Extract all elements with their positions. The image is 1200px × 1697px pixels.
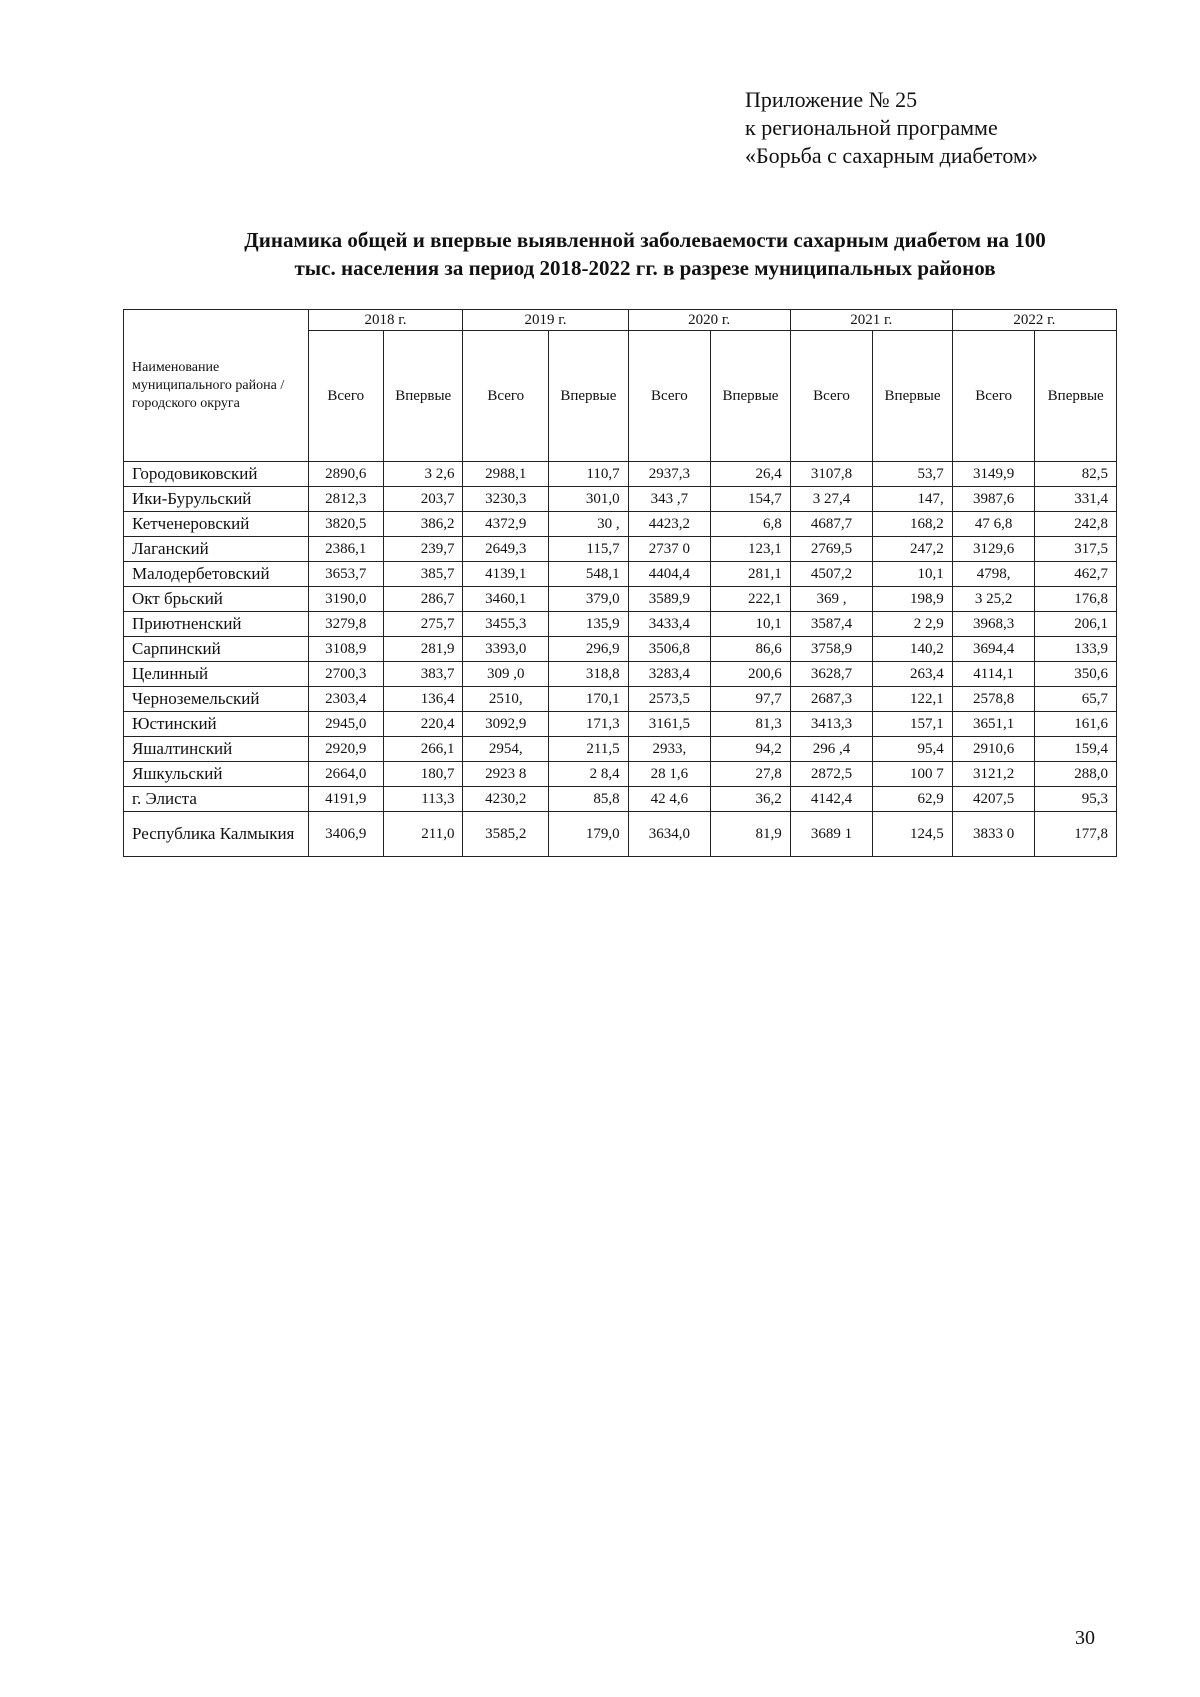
total-value-cell: 3634,0 [628, 812, 711, 857]
new-cases-value-cell: 198,9 [873, 587, 953, 612]
district-name-cell: Юстинский [124, 712, 309, 737]
table-row [124, 712, 1117, 737]
total-column-header: Всего [790, 331, 873, 462]
total-value-cell: 3 25,2 [952, 587, 1035, 612]
new-cases-value-cell: 242,8 [1035, 512, 1117, 537]
appendix-note [745, 86, 1038, 170]
total-value-cell: 3149,9 [952, 462, 1035, 487]
year-header: 2020 г. [628, 310, 790, 331]
new-cases-value-cell: 65,7 [1035, 687, 1117, 712]
new-cases-value-cell: 286,7 [383, 587, 463, 612]
total-value-cell: 3230,3 [463, 487, 549, 512]
district-name-cell: г. Элиста [124, 787, 309, 812]
total-value-cell: 2769,5 [790, 537, 873, 562]
new-cases-value-cell: 81,3 [711, 712, 791, 737]
total-value-cell: 2700,3 [308, 662, 383, 687]
total-column-header: Всего [952, 331, 1035, 462]
new-cases-value-cell: 211,0 [383, 812, 463, 857]
new-cases-value-cell: 3 2,6 [383, 462, 463, 487]
total-value-cell: 4507,2 [790, 562, 873, 587]
page-number: 30 [1075, 1627, 1095, 1649]
new-cases-value-cell: 247,2 [873, 537, 953, 562]
new-cases-value-cell: 36,2 [711, 787, 791, 812]
new-cases-value-cell: 10,1 [711, 612, 791, 637]
total-value-cell: 2920,9 [308, 737, 383, 762]
total-value-cell: 3283,4 [628, 662, 711, 687]
new-cases-value-cell: 462,7 [1035, 562, 1117, 587]
total-value-cell: 3455,3 [463, 612, 549, 637]
total-value-cell: 3 27,4 [790, 487, 873, 512]
district-name-cell: Городовиковский [124, 462, 309, 487]
total-value-cell: 3121,2 [952, 762, 1035, 787]
new-cases-value-cell: 318,8 [549, 662, 629, 687]
new-cases-column-header: Впервые [1035, 331, 1117, 462]
total-value-cell: 4423,2 [628, 512, 711, 537]
new-cases-value-cell: 171,3 [549, 712, 629, 737]
table-row [124, 687, 1117, 712]
new-cases-value-cell: 176,8 [1035, 587, 1117, 612]
new-cases-value-cell: 220,4 [383, 712, 463, 737]
new-cases-value-cell: 113,3 [383, 787, 463, 812]
total-value-cell: 3585,2 [463, 812, 549, 857]
new-cases-value-cell: 81,9 [711, 812, 791, 857]
table-row [124, 812, 1117, 857]
incidence-table [123, 309, 1117, 857]
new-cases-value-cell: 2 8,4 [549, 762, 629, 787]
table-row [124, 512, 1117, 537]
total-value-cell: 2933, [628, 737, 711, 762]
total-value-cell: 3987,6 [952, 487, 1035, 512]
new-cases-value-cell: 140,2 [873, 637, 953, 662]
new-cases-value-cell: 136,4 [383, 687, 463, 712]
new-cases-column-header: Впервые [549, 331, 629, 462]
total-value-cell: 4798, [952, 562, 1035, 587]
total-value-cell: 369 , [790, 587, 873, 612]
new-cases-value-cell: 206,1 [1035, 612, 1117, 637]
district-name-cell: Малодербетовский [124, 562, 309, 587]
total-value-cell: 2649,3 [463, 537, 549, 562]
new-cases-value-cell: 200,6 [711, 662, 791, 687]
total-value-cell: 3653,7 [308, 562, 383, 587]
new-cases-value-cell: 161,6 [1035, 712, 1117, 737]
new-cases-value-cell: 82,5 [1035, 462, 1117, 487]
new-cases-value-cell: 94,2 [711, 737, 791, 762]
new-cases-column-header: Впервые [873, 331, 953, 462]
new-cases-value-cell: 296,9 [549, 637, 629, 662]
district-name-cell: Лаганский [124, 537, 309, 562]
total-value-cell: 4142,4 [790, 787, 873, 812]
table-row [124, 662, 1117, 687]
new-cases-value-cell: 281,1 [711, 562, 791, 587]
total-value-cell: 3108,9 [308, 637, 383, 662]
year-header: 2022 г. [952, 310, 1116, 331]
district-name-cell: Сарпинский [124, 637, 309, 662]
total-value-cell: 3107,8 [790, 462, 873, 487]
new-cases-value-cell: 275,7 [383, 612, 463, 637]
new-cases-value-cell: 211,5 [549, 737, 629, 762]
new-cases-value-cell: 281,9 [383, 637, 463, 662]
new-cases-column-header: Впервые [383, 331, 463, 462]
year-header-row [124, 310, 1117, 331]
new-cases-value-cell: 95,4 [873, 737, 953, 762]
new-cases-value-cell: 53,7 [873, 462, 953, 487]
district-name-cell: Кетченеровский [124, 512, 309, 537]
total-value-cell: 3689 1 [790, 812, 873, 857]
new-cases-value-cell: 95,3 [1035, 787, 1117, 812]
new-cases-value-cell: 222,1 [711, 587, 791, 612]
total-value-cell: 3968,3 [952, 612, 1035, 637]
new-cases-value-cell: 263,4 [873, 662, 953, 687]
total-value-cell: 3589,9 [628, 587, 711, 612]
new-cases-value-cell: 100 7 [873, 762, 953, 787]
new-cases-value-cell: 350,6 [1035, 662, 1117, 687]
new-cases-value-cell: 135,9 [549, 612, 629, 637]
table-body [124, 462, 1117, 857]
new-cases-value-cell: 386,2 [383, 512, 463, 537]
total-value-cell: 2945,0 [308, 712, 383, 737]
new-cases-value-cell: 27,8 [711, 762, 791, 787]
new-cases-value-cell: 288,0 [1035, 762, 1117, 787]
table-row [124, 637, 1117, 662]
new-cases-value-cell: 239,7 [383, 537, 463, 562]
total-value-cell: 2386,1 [308, 537, 383, 562]
district-name-cell: Черноземельский [124, 687, 309, 712]
total-value-cell: 3694,4 [952, 637, 1035, 662]
document-title [150, 226, 1140, 282]
table-row [124, 562, 1117, 587]
district-name-cell: Ики-Бурульский [124, 487, 309, 512]
total-value-cell: 2988,1 [463, 462, 549, 487]
appendix-line-3: «Борьба с сахарным диабетом» [745, 143, 1038, 168]
total-value-cell: 3833 0 [952, 812, 1035, 857]
total-value-cell: 309 ,0 [463, 662, 549, 687]
new-cases-value-cell: 301,0 [549, 487, 629, 512]
year-header: 2019 г. [463, 310, 628, 331]
new-cases-value-cell: 26,4 [711, 462, 791, 487]
total-value-cell: 47 6,8 [952, 512, 1035, 537]
new-cases-value-cell: 110,7 [549, 462, 629, 487]
total-value-cell: 4404,4 [628, 562, 711, 587]
new-cases-value-cell: 266,1 [383, 737, 463, 762]
total-value-cell: 3279,8 [308, 612, 383, 637]
total-value-cell: 2923 8 [463, 762, 549, 787]
total-value-cell: 2687,3 [790, 687, 873, 712]
new-cases-value-cell: 133,9 [1035, 637, 1117, 662]
table-row [124, 762, 1117, 787]
total-value-cell: 42 4,6 [628, 787, 711, 812]
district-name-cell: Целинный [124, 662, 309, 687]
district-name-cell: Яшкульский [124, 762, 309, 787]
total-value-cell: 4139,1 [463, 562, 549, 587]
district-name-cell: Яшалтинский [124, 737, 309, 762]
new-cases-value-cell: 115,7 [549, 537, 629, 562]
new-cases-value-cell: 177,8 [1035, 812, 1117, 857]
total-value-cell: 3460,1 [463, 587, 549, 612]
new-cases-value-cell: 123,1 [711, 537, 791, 562]
new-cases-value-cell: 86,6 [711, 637, 791, 662]
new-cases-value-cell: 62,9 [873, 787, 953, 812]
total-value-cell: 2910,6 [952, 737, 1035, 762]
new-cases-value-cell: 157,1 [873, 712, 953, 737]
year-header: 2021 г. [790, 310, 952, 331]
total-value-cell: 2872,5 [790, 762, 873, 787]
total-value-cell: 3506,8 [628, 637, 711, 662]
total-value-cell: 4230,2 [463, 787, 549, 812]
new-cases-value-cell: 331,4 [1035, 487, 1117, 512]
table-row [124, 587, 1117, 612]
total-value-cell: 2573,5 [628, 687, 711, 712]
new-cases-value-cell: 379,0 [549, 587, 629, 612]
district-name-cell: Окт брьский [124, 587, 309, 612]
table-row [124, 537, 1117, 562]
total-value-cell: 3406,9 [308, 812, 383, 857]
total-value-cell: 3393,0 [463, 637, 549, 662]
total-value-cell: 4372,9 [463, 512, 549, 537]
new-cases-value-cell: 30 , [549, 512, 629, 537]
total-value-cell: 3092,9 [463, 712, 549, 737]
total-value-cell: 3433,4 [628, 612, 711, 637]
new-cases-column-header: Впервые [711, 331, 791, 462]
new-cases-value-cell: 6,8 [711, 512, 791, 537]
district-name-cell: Республика Калмыкия [124, 812, 309, 857]
new-cases-value-cell: 85,8 [549, 787, 629, 812]
total-value-cell: 2737 0 [628, 537, 711, 562]
new-cases-value-cell: 168,2 [873, 512, 953, 537]
total-value-cell: 343 ,7 [628, 487, 711, 512]
total-column-header: Всего [308, 331, 383, 462]
table-row [124, 462, 1117, 487]
total-value-cell: 4207,5 [952, 787, 1035, 812]
new-cases-value-cell: 203,7 [383, 487, 463, 512]
total-value-cell: 2578,8 [952, 687, 1035, 712]
total-value-cell: 296 ,4 [790, 737, 873, 762]
year-header: 2018 г. [308, 310, 463, 331]
new-cases-value-cell: 385,7 [383, 562, 463, 587]
total-value-cell: 3413,3 [790, 712, 873, 737]
total-value-cell: 4191,9 [308, 787, 383, 812]
total-value-cell: 3628,7 [790, 662, 873, 687]
new-cases-value-cell: 2 2,9 [873, 612, 953, 637]
total-value-cell: 2812,3 [308, 487, 383, 512]
total-value-cell: 4114,1 [952, 662, 1035, 687]
total-column-header: Всего [463, 331, 549, 462]
total-value-cell: 2890,6 [308, 462, 383, 487]
total-column-header: Всего [628, 331, 711, 462]
new-cases-value-cell: 122,1 [873, 687, 953, 712]
new-cases-value-cell: 180,7 [383, 762, 463, 787]
total-value-cell: 3651,1 [952, 712, 1035, 737]
appendix-line-1: Приложение № 25 [745, 87, 918, 112]
total-value-cell: 3161,5 [628, 712, 711, 737]
total-value-cell: 2303,4 [308, 687, 383, 712]
new-cases-value-cell: 147, [873, 487, 953, 512]
total-value-cell: 3758,9 [790, 637, 873, 662]
total-value-cell: 2510, [463, 687, 549, 712]
total-value-cell: 2664,0 [308, 762, 383, 787]
new-cases-value-cell: 179,0 [549, 812, 629, 857]
new-cases-value-cell: 383,7 [383, 662, 463, 687]
total-value-cell: 28 1,6 [628, 762, 711, 787]
title-line-2: тыс. населения за период 2018-2022 гг. в разрезе муниципальных районов [294, 256, 996, 280]
new-cases-value-cell: 154,7 [711, 487, 791, 512]
new-cases-value-cell: 97,7 [711, 687, 791, 712]
table-row [124, 737, 1117, 762]
new-cases-value-cell: 548,1 [549, 562, 629, 587]
total-value-cell: 3129,6 [952, 537, 1035, 562]
new-cases-value-cell: 159,4 [1035, 737, 1117, 762]
title-line-1: Динамика общей и впервые выявленной заболеваемости сахарным диабетом на 100 [244, 228, 1046, 252]
appendix-line-2: к региональной программе [745, 115, 998, 140]
table-row [124, 612, 1117, 637]
district-column-header: Наименование муниципального района / городского округа [124, 310, 309, 462]
table-row [124, 787, 1117, 812]
total-value-cell: 3190,0 [308, 587, 383, 612]
new-cases-value-cell: 170,1 [549, 687, 629, 712]
new-cases-value-cell: 10,1 [873, 562, 953, 587]
new-cases-value-cell: 317,5 [1035, 537, 1117, 562]
table-row [124, 487, 1117, 512]
district-name-cell: Приютненский [124, 612, 309, 637]
total-value-cell: 2937,3 [628, 462, 711, 487]
total-value-cell: 2954, [463, 737, 549, 762]
total-value-cell: 3820,5 [308, 512, 383, 537]
new-cases-value-cell: 124,5 [873, 812, 953, 857]
total-value-cell: 4687,7 [790, 512, 873, 537]
total-value-cell: 3587,4 [790, 612, 873, 637]
